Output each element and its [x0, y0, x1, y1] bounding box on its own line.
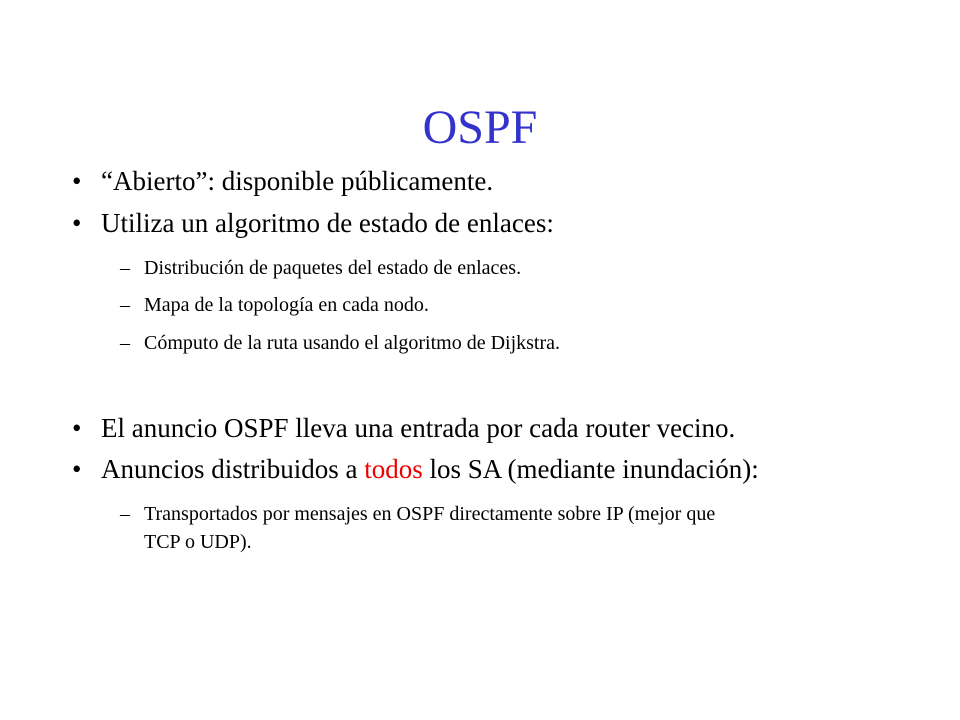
- highlight-todos: todos: [364, 454, 423, 484]
- bullet-icon: •: [72, 413, 82, 443]
- text-before: Anuncios distribuidos a: [101, 454, 365, 484]
- slide-title: OSPF: [422, 101, 538, 154]
- bullet-text: [101, 453, 759, 485]
- bullet-text: “Abierto”: disponible públicamente.: [101, 166, 494, 196]
- text-after: los SA (mediante inundación):: [422, 454, 759, 484]
- bullet-text: Utiliza un algoritmo de estado de enlaces:: [101, 208, 554, 238]
- bullet-text: El anuncio OSPF lleva una entrada por cada router vecino.: [101, 413, 736, 443]
- sub-item-text-line1: Transportados por mensajes en OSPF directamente sobre IP (mejor que: [144, 503, 716, 525]
- sub-item-text: Cómputo de la ruta usando el algoritmo de Dijkstra.: [144, 332, 561, 354]
- dash-icon: –: [120, 332, 130, 354]
- bullet-icon: •: [72, 208, 82, 238]
- bullet-icon: •: [72, 166, 82, 196]
- dash-icon: –: [120, 257, 130, 279]
- sub-item-text: Mapa de la topología en cada nodo.: [144, 294, 429, 316]
- sub-item-text: Distribución de paquetes del estado de enlaces.: [144, 257, 522, 279]
- bullet-icon: •: [72, 454, 82, 484]
- dash-icon: –: [120, 503, 130, 525]
- dash-icon: –: [120, 294, 130, 316]
- sub-item-text-line2: TCP o UDP).: [144, 531, 252, 553]
